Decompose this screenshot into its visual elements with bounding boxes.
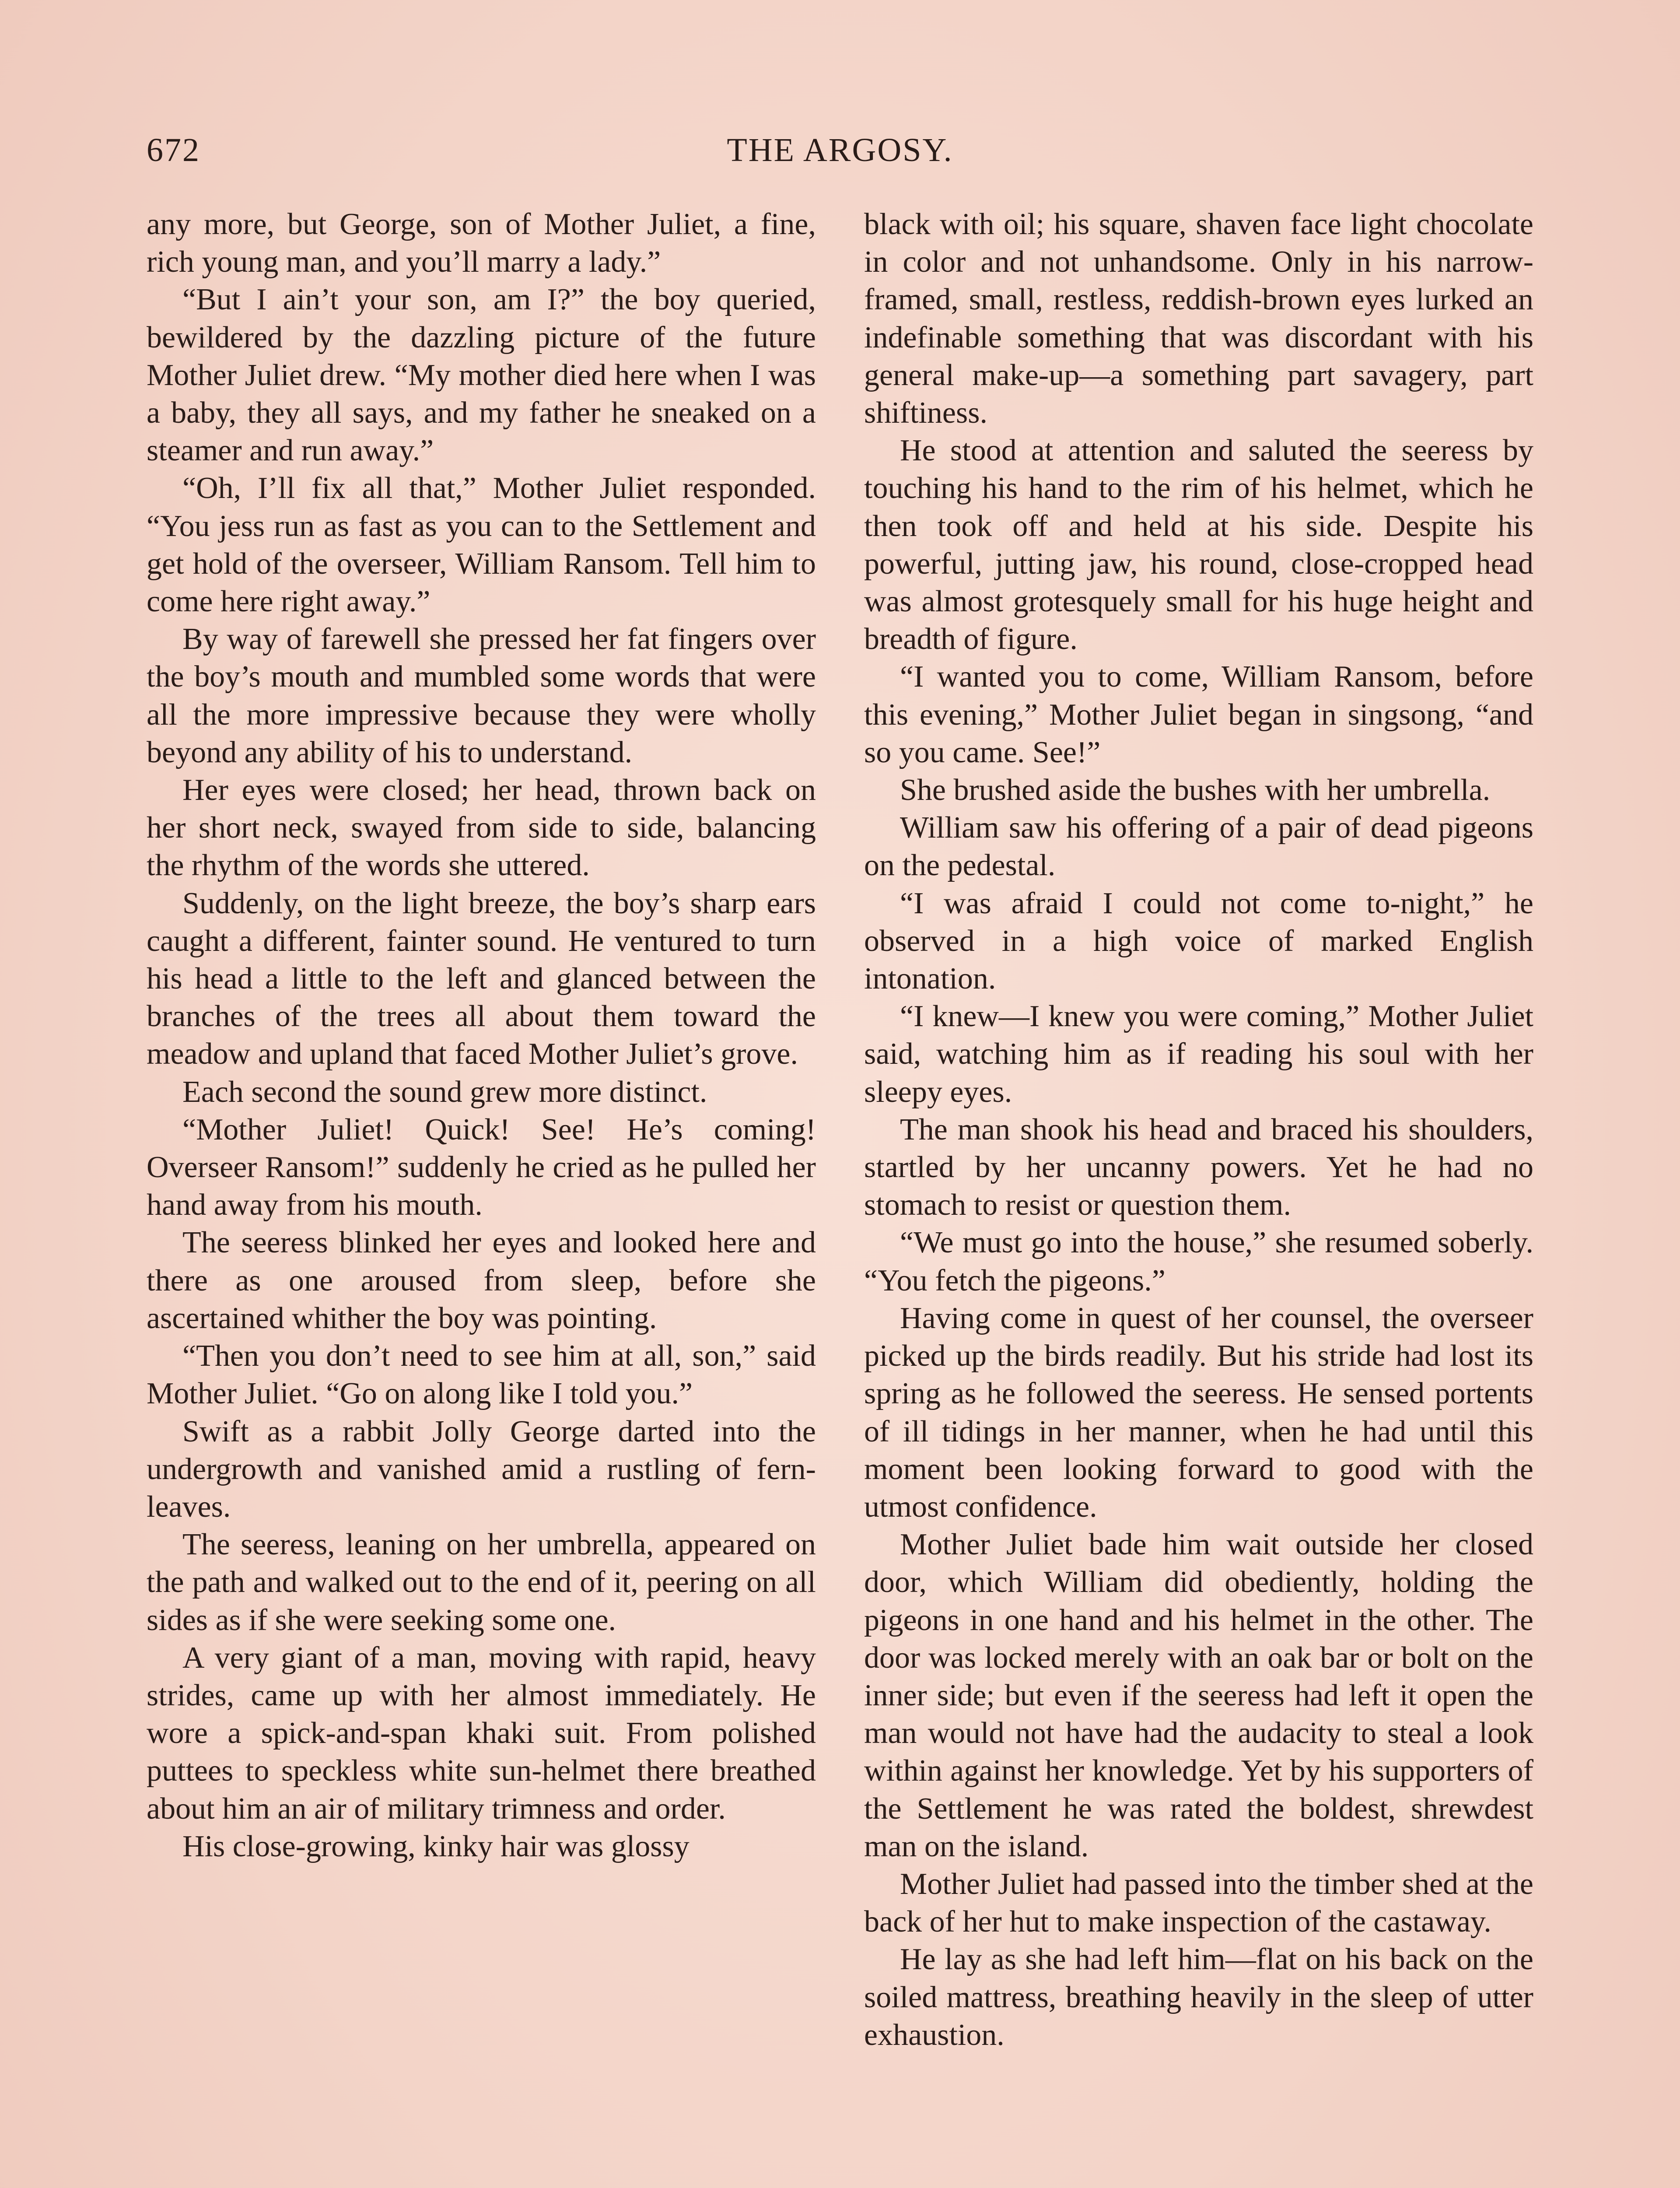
paragraph: “I knew—I knew you were coming,” Mother Juliet said, watching him as if reading his soul with her sleepy eyes. — [864, 999, 1533, 1109]
left-column — [147, 206, 816, 1865]
paragraph: The man shook his head and braced his shoulders, startled by her uncanny powers. Yet he had no stomach to resist or question them. — [864, 1112, 1533, 1222]
paragraph: Mother Juliet bade him wait outside her closed door, which William did obediently, holding the pigeons in one hand and his helmet in the other. The door was locked merely with an oak bar or bolt on the inner side; but even if the seeress had left it open the man would not have had the audacity to steal a look within against her knowledge. Yet by his supporters of the Settlement he was rated the boldest, shrewdest man on the island. — [864, 1528, 1533, 1863]
paragraph: The seeress, leaning on her umbrella, appeared on the path and walked out to the end of it, peering on all sides as if she were seeking some one. — [147, 1528, 816, 1637]
paragraph: William saw his offering of a pair of dead pigeons on the pedestal. — [864, 811, 1533, 883]
paragraph: “Mother Juliet! Quick! See! He’s coming! Overseer Ransom!” suddenly he cried as he pulled her hand away from his mouth. — [147, 1112, 816, 1222]
running-head: THE ARGOSY. — [727, 132, 953, 168]
paragraph: By way of farewell she pressed her fat fingers over the boy’s mouth and mumbled some words that were all the more impressive because they were wholly beyond any ability of his to understand. — [147, 622, 816, 769]
paragraph: Swift as a rabbit Jolly George darted into the undergrowth and vanished amid a rustling of fern-leaves. — [147, 1414, 816, 1524]
paragraph: Her eyes were closed; her head, thrown back on her short neck, swayed from side to side, balancing the rhythm of the words she uttered. — [147, 773, 816, 883]
right-column — [864, 206, 1533, 2054]
paragraph: black with oil; his square, shaven face light chocolate in color and not unhandsome. Only in his narrow-framed, small, restless, reddish-brown eyes lurked an indefinable something that was discordant with his general make-up—a something part savagery, part shiftiness. — [864, 207, 1533, 430]
page-header — [147, 131, 1533, 179]
paragraph: “I was afraid I could not come to-night,” he observed in a high voice of marked English intonation. — [864, 886, 1533, 996]
paragraph: Suddenly, on the light breeze, the boy’s sharp ears caught a different, fainter sound. He ventured to turn his head a little to the left and glanced between the branches of the trees all about them toward the meadow and upland that faced Mother Juliet’s grove. — [147, 886, 816, 1071]
paragraph: He stood at attention and saluted the seeress by touching his hand to the rim of his helmet, which he then took off and held at his side. Despite his powerful, jutting jaw, his round, close-cropped head was almost grotesquely small for his huge height and breadth of figure. — [864, 434, 1533, 656]
paragraph: Having come in quest of her counsel, the overseer picked up the birds readily. But his stride had lost its spring as he followed the seeress. He sensed portents of ill tidings in her manner, when he had until this moment been looking forward to good with the utmost confidence. — [864, 1301, 1533, 1524]
paragraph: “But I ain’t your son, am I?” the boy queried, bewildered by the dazzling picture of the future Mother Juliet drew. “My mother died here when I was a baby, they all says, and my father he sneaked on a steamer and run away.” — [147, 283, 816, 468]
paragraph: any more, but George, son of Mother Juliet, a fine, rich young man, and you’ll marry a lady.” — [147, 207, 816, 279]
paragraph: Mother Juliet had passed into the timber shed at the back of her hut to make inspection of the castaway. — [864, 1867, 1533, 1939]
paragraph: “Then you don’t need to see him at all, son,” said Mother Juliet. “Go on along like I told you.” — [147, 1339, 816, 1411]
paragraph: “We must go into the house,” she resumed soberly. “You fetch the pigeons.” — [864, 1226, 1533, 1297]
paragraph: He lay as she had left him—flat on his back on the soiled mattress, breathing heavily in the sleep of utter exhaustion. — [864, 1943, 1533, 2052]
paragraph: His close-growing, kinky hair was glossy — [182, 1829, 690, 1863]
paragraph: Each second the sound grew more distinct. — [182, 1075, 707, 1109]
paragraph: A very giant of a man, moving with rapid, heavy strides, came up with her almost immediately. He wore a spick-and-span khaki suit. From polished puttees to speckless white sun-helmet there breathed about him an air of military trimness and order. — [147, 1641, 816, 1826]
paragraph: “I wanted you to come, William Ransom, before this evening,” Mother Juliet began in singsong, “and so you came. See!” — [864, 660, 1533, 769]
paragraph: “Oh, I’ll fix all that,” Mother Juliet responded. “You jess run as fast as you can to the Settlement and get hold of the overseer, William Ransom. Tell him to come here right away.” — [147, 471, 816, 619]
paragraph: She brushed aside the bushes with her umbrella. — [900, 773, 1491, 807]
paragraph: The seeress blinked her eyes and looked here and there as one aroused from sleep, before she ascertained whither the boy was pointing. — [147, 1226, 816, 1335]
page-number: 672 — [147, 132, 200, 168]
